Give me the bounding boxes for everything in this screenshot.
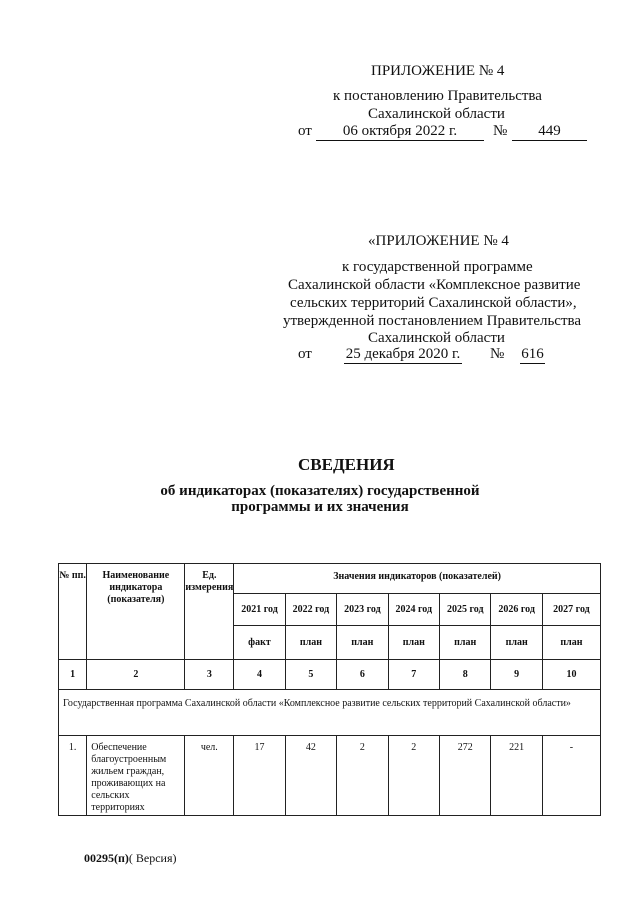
appendix1-from-label: от [298,123,312,139]
footer-doc-code [84,851,177,866]
appendix2-num-label: № [490,346,505,362]
program-row: Государственная программа Сахалинской области «Комплексное развитие сельских территорий Сахалинской области» [59,690,601,736]
row-unit: чел. [185,736,234,816]
header-name: Наименование индикатора (показателя) [87,564,185,660]
appendix2-line5: Сахалинской области [368,330,505,346]
colnum-5: 5 [285,660,336,690]
appendix2-line2: Сахалинской области «Комплексное развитие [288,277,581,293]
colnum-2: 2 [87,660,185,690]
document-subtitle-line1: об индикаторах (показателях) государственной [160,483,480,499]
colnum-9: 9 [491,660,542,690]
year-2021: 2021 год [234,594,285,626]
appendix2-line1: к государственной программе [342,259,533,275]
footer-code: 00295(п) [84,851,129,865]
appendix1-date: 06 октября 2022 г. [316,123,484,141]
row-name: Обеспечение благоустроенным жильем граждан, проживающих на сельских территориях [87,736,185,816]
year-2025: 2025 год [440,594,491,626]
header-values: Значения индикаторов (показателей) [234,564,601,594]
indicators-table [58,563,601,816]
appendix2-line3: сельских территорий Сахалинской области», [290,295,577,311]
appendix2-number: 616 [521,346,544,362]
appendix1-title: ПРИЛОЖЕНИЕ № 4 [371,63,505,79]
appendix1-number: 449 [512,123,587,141]
type-2021: факт [234,626,285,660]
header-no: № пп. [59,564,87,660]
type-2023: план [337,626,388,660]
type-2024: план [388,626,439,660]
appendix1-line1: к постановлению Правительства [333,88,542,104]
year-2026: 2026 год [491,594,542,626]
colnum-10: 10 [542,660,600,690]
value-2024: 2 [388,736,439,816]
appendix1-line2: Сахалинской области [368,106,505,122]
colnum-4: 4 [234,660,285,690]
value-2022: 42 [285,736,336,816]
value-2025: 272 [440,736,491,816]
colnum-7: 7 [388,660,439,690]
type-2027: план [542,626,600,660]
value-2026: 221 [491,736,542,816]
colnum-8: 8 [440,660,491,690]
colnum-1: 1 [59,660,87,690]
value-2021: 17 [234,736,285,816]
header-unit: Ед. измерения [185,564,234,660]
appendix2-date: 25 декабря 2020 г. [345,346,461,362]
year-2027: 2027 год [542,594,600,626]
footer-version: ( Версия) [128,851,177,865]
type-2026: план [491,626,542,660]
appendix1-num-label: № [493,123,508,139]
row-no: 1. [59,736,87,816]
document-subtitle-line2: программы и их значения [231,499,409,515]
colnum-6: 6 [337,660,388,690]
appendix2-title: «ПРИЛОЖЕНИЕ № 4 [368,233,509,249]
appendix2-line4: утвержденной постановлением Правительства [283,313,582,329]
year-2022: 2022 год [285,594,336,626]
type-2025: план [440,626,491,660]
year-2024: 2024 год [388,594,439,626]
document-title: СВЕДЕНИЯ [298,455,395,474]
year-2023: 2023 год [337,594,388,626]
value-2027: - [542,736,600,816]
colnum-3: 3 [185,660,234,690]
value-2023: 2 [337,736,388,816]
appendix2-from-label: от [298,346,312,362]
type-2022: план [285,626,336,660]
